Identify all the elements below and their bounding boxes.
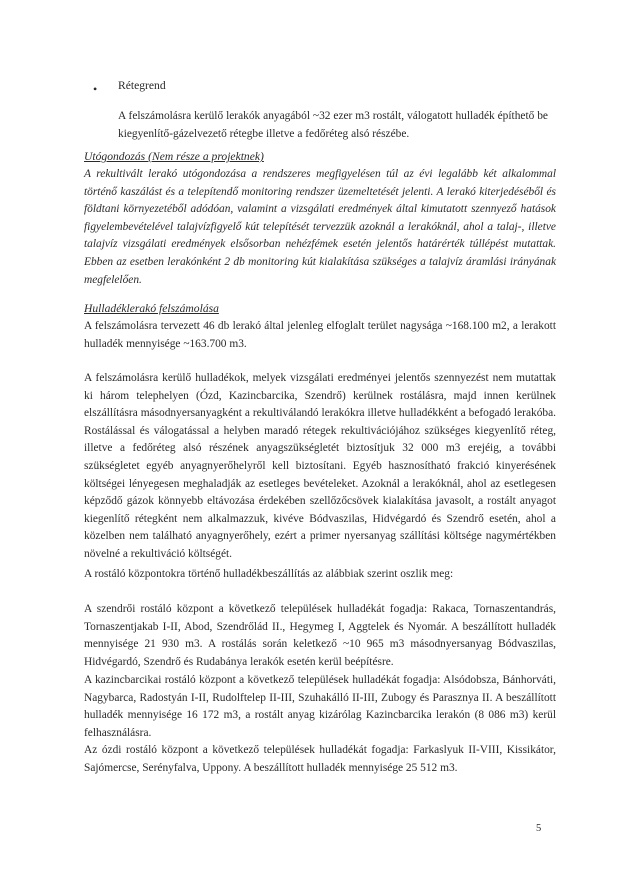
kazincbarcika-paragraph: A kazincbarcikai rostáló központ a következő települések hulladékát fogadja: Alsódobsza, Bánhorváti, Nagybarca, Radostyán I-II, Rudolftelep II-III, Szuhakálló II-III, Zubogy és Parasznya II. A beszállított hulladék mennyisége 16 172 m3, a rostált anyag kizárólag Kazincbarcika lerakón (8 086 m3) kerül felhasználásra. (84, 674, 556, 739)
retegrend-text: A felszámolásra kerülő lerakók anyagából ~32 ezer m3 rostált, válogatott hulladék építhető be kiegyenlítő-gázelvezető rétegbe illetve a fedőréteg alsó részébe. (118, 110, 548, 140)
utogondozas-heading: Utógondozás (Nem része a projektnek) (84, 150, 264, 163)
szendro-paragraph: A szendrői rostáló központ a következő települések hulladékát fogadja: Rakaca, Tornaszentandrás, Tornaszentjakab I-II, Abod, Szendrőlád II., Hegymeg I, Aggtelek és Nyomár. A beszállított hulladék mennyisége 21 930 m3. A rostálás során keletkező ~10 965 m3 másodnyersanyag Bódvaszilas, Hidvégardó, Szendrő és Rudabánya lerakók esetén kerül beépítésre. (84, 603, 556, 668)
hulladeklerako-p3: A rostáló központokra történő hulladékbeszállítás az alábbiak szerint oszlik meg: (84, 568, 454, 580)
utogondozas-paragraph: A rekultivált lerakó utógondozása a rendszeres megfigyelésen túl az évi legalább két alkalommal történő kaszálást és a telepítendő monitoring rendszer üzemeltetését jelenti. A lerakó kiterjedéséből és földtani környezetéből adódóan, valamint a vizsgálati eredmények által kimutatott szennyező hatások figyelembevételével talajvízfigyelő kút telepítését tervezzük azoknál a lerakóknál, ahol a talaj-, illetve talajvíz vizsgálati eredmények elsősorban nehézfémek esetén jelentős határérték túllépést mutattak. Ebben az esetben lerakónként 2 db monitoring kút kialakítása szükséges a talajvíz áramlási irányának megfelelően. (84, 168, 556, 286)
retegrend-title: Rétegrend (118, 79, 166, 92)
hulladeklerako-p2: A felszámolásra kerülő hulladékok, melyek vizsgálati eredményei jelentős szennyezést nem mutattak ki három telephelyen (Ózd, Kazincbarcika, Szendrő) kerülnek rostálásra, majd innen kerülnek elszállításra másodnyersanyagként a rekultiválandó lerakókra illetve hulladékként a befogadó lerakóba. Rostálással és válogatással a helyben maradó rétegek rekultivációjához szükséges kiegyenlítő réteg, illetve a fedőréteg alsó részének anyagszükségletét biztosítjuk 32 000 m3 erejéig, a további szükségletet egyéb anyagnyerőhelyről kell biztosítani. Egyéb hasznosítható frakció kinyerésének költségei lényegesen meghaladják az esetleges bevételeket. Azoknál a lerakóknál, ahol az esetlegesen képződő gázok könnyebb eltávozása érdekében szellőzőcsövek kialakítása javasolt, a rostált anyagot kiegenlítő rétegként nem alkalmazzuk, kivéve Bódvaszilas, Hidvégardó és Szendrő esetén, ahol a közelben nem található anyagnyerőhely, ezért a primer nyersanyag szállítási költsége nagymértékben növelné a rekultiváció költségét. (84, 372, 556, 560)
ozd-paragraph: Az ózdi rostáló központ a következő települések hulladékát fogadja: Farkaslyuk II-VIII, Kissikátor, Sajómercse, Serényfalva, Uppony. A beszállított hulladék mennyisége 25 512 m3. (84, 744, 556, 774)
page-number: 5 (536, 823, 542, 834)
hulladeklerako-p1: A felszámolásra tervezett 46 db lerakó által jelenleg elfoglalt terület nagysága ~168.100 m2, a lerakott hulladék mennyisége ~163.700 m3. (84, 320, 556, 350)
bullet-point: • (93, 82, 98, 96)
hulladeklerako-heading: Hulladéklerakó felszámolása (84, 302, 219, 315)
